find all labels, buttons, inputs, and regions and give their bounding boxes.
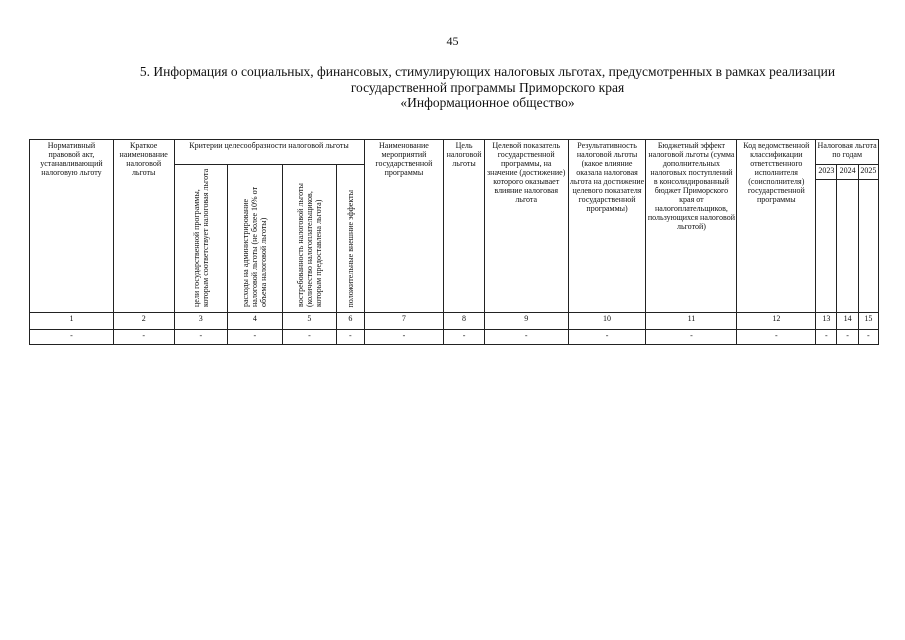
table-cell: - (568, 330, 646, 345)
title-line-2: государственной программы Приморского края (350, 79, 625, 95)
header-year-2024-body (837, 180, 858, 313)
column-number: 9 (484, 313, 568, 330)
column-number: 2 (113, 313, 174, 330)
table-cell: - (816, 330, 837, 345)
table-cell: - (228, 330, 283, 345)
header-year-2025-body (858, 180, 878, 313)
table-cell: - (646, 330, 737, 345)
column-number: 5 (282, 313, 337, 330)
header-effectiveness: Результативность налоговой льготы (какое влияние оказала налоговая льгота на достижение целевого показателя государственной программы) (568, 140, 646, 313)
header-criteria-external-effects: положительные внешние эффекты (337, 165, 364, 313)
document-title (60, 64, 905, 111)
title-line-1: 5. Информация о социальных, финансовых, стимулирующих налоговых льготах, предусмотренных в рамках реализации (139, 64, 836, 79)
table-cell: - (837, 330, 858, 345)
header-benefit-name: Краткое наименование налоговой льготы (113, 140, 174, 313)
column-number: 13 (816, 313, 837, 330)
header-criteria-admin-costs: расходы на администрирование налоговой льготы (не более 10% от объема налоговой льготы) (228, 165, 283, 313)
table-cell: - (30, 330, 114, 345)
column-number: 12 (737, 313, 816, 330)
header-budget-effect: Бюджетный эффект налоговой льготы (сумма дополнительных налоговых поступлений в консолидированный бюджет Приморского края от налогоплательщиков, пользующихся налоговой льготой) (646, 140, 737, 313)
header-year-2023: 2023 (816, 165, 837, 180)
column-number: 8 (444, 313, 484, 330)
page-number: 45 (446, 34, 459, 48)
title-line-3: «Информационное общество» (400, 95, 575, 110)
column-number: 1 (30, 313, 114, 330)
table-cell: - (364, 330, 444, 345)
header-year-2024: 2024 (837, 165, 858, 180)
header-year-2025: 2025 (858, 165, 878, 180)
column-number: 4 (228, 313, 283, 330)
table-cell: - (337, 330, 364, 345)
header-year-2023-body (816, 180, 837, 313)
column-number: 11 (646, 313, 737, 330)
table-cell: - (113, 330, 174, 345)
table-cell: - (858, 330, 878, 345)
header-years-group: Налоговая льгота по годам (816, 140, 879, 165)
table-cell: - (444, 330, 484, 345)
table-cell: - (282, 330, 337, 345)
header-legal-act: Нормативный правовой акт, устанавливающий налоговую льготу (30, 140, 114, 313)
header-row-1 (30, 140, 879, 165)
table-row (30, 330, 879, 345)
header-department-code: Код ведомственной классификации ответственного исполнителя (соисполнителя) государственной программы (737, 140, 816, 313)
column-number: 7 (364, 313, 444, 330)
column-number: 14 (837, 313, 858, 330)
header-measures: Наименование мероприятий государственной программы (364, 140, 444, 313)
column-number: 10 (568, 313, 646, 330)
column-number: 15 (858, 313, 878, 330)
column-number: 3 (174, 313, 228, 330)
header-goal: Цель налоговой льготы (444, 140, 484, 313)
table-cell: - (737, 330, 816, 345)
header-criteria-demand: востребованность налоговой льготы (количество налогоплательщиков, которым предоставлена льгота) (282, 165, 337, 313)
column-number: 6 (337, 313, 364, 330)
table-cell: - (484, 330, 568, 345)
tax-benefits-table (29, 139, 879, 345)
header-target-indicator: Целевой показатель государственной программы, на значение (достижение) которого оказывает влияние налоговая льгота (484, 140, 568, 313)
column-number-row (30, 313, 879, 330)
table-cell: - (174, 330, 228, 345)
header-criteria-goals: цели государственной программы, которым соответствует налоговая льгота (174, 165, 228, 313)
header-criteria: Критерии целесообразности налоговой льготы (174, 140, 364, 165)
